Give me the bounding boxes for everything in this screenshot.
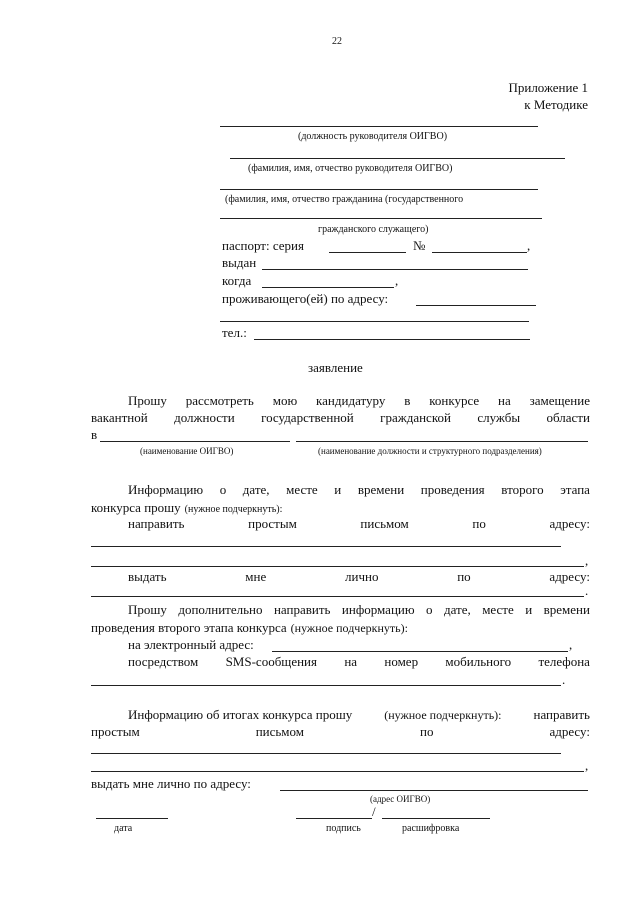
stage-line-2-main: конкурса прошу	[91, 500, 181, 515]
number-sign: №	[413, 238, 426, 253]
extra-info-line-2-main: проведения второго этапа конкурса	[91, 620, 287, 635]
caption-decoding: расшифровка	[402, 823, 460, 834]
word: должности	[174, 410, 235, 425]
email-line[interactable]	[272, 651, 568, 652]
request-prefix-v: в	[91, 427, 98, 442]
when-label: когда	[222, 273, 252, 288]
comma: ,	[395, 273, 399, 288]
word: дополнительно	[178, 602, 263, 617]
issued-label: выдан	[222, 255, 257, 270]
extra-info-line-2	[91, 619, 408, 637]
word: простым	[248, 516, 297, 531]
word: дате,	[444, 602, 471, 617]
period: .	[585, 583, 589, 598]
word: адресу:	[549, 724, 590, 739]
word: адресу:	[549, 516, 590, 531]
citizen-name-line-2[interactable]	[220, 218, 542, 219]
word: месте	[286, 482, 318, 497]
caption-signature: подпись	[326, 823, 361, 834]
results-line-2[interactable]	[91, 724, 590, 740]
address-line-2[interactable]	[220, 321, 529, 322]
results-line-1-main: Информацию об итогах конкурса прошу	[128, 707, 353, 722]
word: на	[498, 393, 511, 408]
request-line-1	[128, 393, 590, 409]
phone-label: тел.:	[222, 325, 247, 340]
appendix-line-2: к Методике	[524, 97, 588, 112]
word: и	[525, 602, 533, 617]
stage-line-2-note: (нужное подчеркнуть):	[184, 504, 283, 515]
mail-address-line-1[interactable]	[91, 546, 561, 547]
results-address-line-2[interactable]	[91, 771, 584, 772]
word: направить	[273, 602, 331, 617]
caption-org: (наименование ОИГВО)	[140, 446, 234, 456]
caption-position: (должность руководителя ОИГВО)	[298, 131, 448, 142]
caption-position-unit: (наименование должности и структурного подразделения)	[318, 446, 542, 456]
address-line-1[interactable]	[416, 305, 536, 306]
comma: ,	[585, 758, 589, 773]
caption-date: дата	[114, 823, 133, 834]
sms-row[interactable]	[128, 654, 590, 670]
results-give-label[interactable]: выдать мне лично по адресу:	[91, 776, 251, 791]
results-line-1	[128, 707, 590, 723]
word: проведения	[420, 482, 485, 497]
position-name-line[interactable]	[296, 441, 588, 442]
word: Информацию	[128, 482, 204, 497]
word: времени	[543, 602, 590, 617]
passport-series-line[interactable]	[329, 252, 406, 253]
comma: ,	[527, 238, 531, 253]
word: простым	[91, 724, 140, 739]
residing-label: проживающего(ей) по адресу:	[222, 291, 389, 306]
signature-line[interactable]	[296, 818, 372, 819]
word: по	[457, 569, 471, 584]
word: мою	[272, 393, 298, 408]
word: письмом	[255, 724, 305, 739]
word: времени	[357, 482, 405, 497]
word: SMS-сообщения	[225, 654, 317, 669]
mail-address-line-2[interactable]	[91, 566, 584, 567]
caption-citizen-1: (фамилия, имя, отчество гражданина (государственного	[225, 194, 464, 205]
extra-info-line-1	[128, 602, 590, 618]
appendix-line-1: Приложение 1	[508, 80, 588, 95]
word: письмом	[360, 516, 409, 531]
word: мне	[245, 569, 267, 584]
word: в	[404, 393, 411, 408]
word: области	[546, 410, 590, 425]
caption-citizen-2: гражданского служащего)	[318, 224, 429, 235]
position-line[interactable]	[220, 126, 538, 127]
stage-line-1	[128, 482, 590, 498]
phone-number-line[interactable]	[91, 685, 561, 686]
word: рассмотреть	[185, 393, 254, 408]
email-label: на электронный адрес:	[128, 637, 254, 652]
passport-number-line[interactable]	[432, 252, 527, 253]
extra-info-line-2-note: (нужное подчеркнуть):	[290, 621, 408, 635]
give-personally-row[interactable]	[128, 569, 590, 585]
word: службы	[477, 410, 521, 425]
results-line-1-note: (нужное подчеркнуть):	[384, 708, 502, 722]
word: телефона	[538, 654, 590, 669]
stage-line-2	[91, 499, 282, 517]
word: Прошу	[128, 602, 167, 617]
word: кандидатуру	[316, 393, 386, 408]
word: второго	[501, 482, 544, 497]
word: и	[334, 482, 342, 497]
org-address-line[interactable]	[280, 790, 588, 791]
page-number: 22	[332, 36, 342, 47]
period: .	[562, 672, 566, 687]
caption-org-address: (адрес ОИГВО)	[370, 794, 431, 804]
word: адресу:	[549, 569, 590, 584]
word: выдать	[128, 569, 167, 584]
document-title: заявление	[308, 360, 363, 375]
caption-head-name: (фамилия, имя, отчество руководителя ОИГВО)	[248, 163, 453, 174]
word: по	[420, 724, 434, 739]
word: замещение	[529, 393, 590, 408]
send-by-mail-row[interactable]	[128, 516, 590, 532]
comma: ,	[569, 637, 573, 652]
word: Прошу	[128, 393, 167, 408]
word: государственной	[261, 410, 354, 425]
word: о	[426, 602, 433, 617]
comma: ,	[585, 553, 589, 568]
issued-line[interactable]	[262, 269, 528, 270]
when-line[interactable]	[262, 287, 394, 288]
word: посредством	[128, 654, 199, 669]
word: информацию	[341, 602, 415, 617]
head-name-line[interactable]	[230, 158, 565, 159]
decoding-line[interactable]	[382, 818, 490, 819]
date-line[interactable]	[96, 818, 168, 819]
word: вакантной	[91, 410, 148, 425]
word: конкурсе	[429, 393, 480, 408]
citizen-name-line-1[interactable]	[220, 189, 538, 190]
word: по	[472, 516, 486, 531]
results-address-line-1[interactable]	[91, 753, 561, 754]
word: о	[219, 482, 227, 497]
word: мобильного	[445, 654, 512, 669]
phone-line[interactable]	[254, 339, 530, 340]
word: дате,	[242, 482, 270, 497]
personal-address-line[interactable]	[91, 596, 584, 597]
word: гражданской	[380, 410, 451, 425]
passport-label: паспорт: серия	[222, 238, 304, 253]
word: этапа	[560, 482, 590, 497]
results-line-1-end: направить	[533, 707, 590, 722]
word: месте	[482, 602, 514, 617]
word: на	[344, 654, 358, 669]
signature-slash: /	[372, 804, 376, 819]
org-name-line[interactable]	[100, 441, 290, 442]
request-line-2	[91, 410, 590, 426]
word: лично	[345, 569, 379, 584]
word: направить	[128, 516, 185, 531]
word: номер	[384, 654, 419, 669]
